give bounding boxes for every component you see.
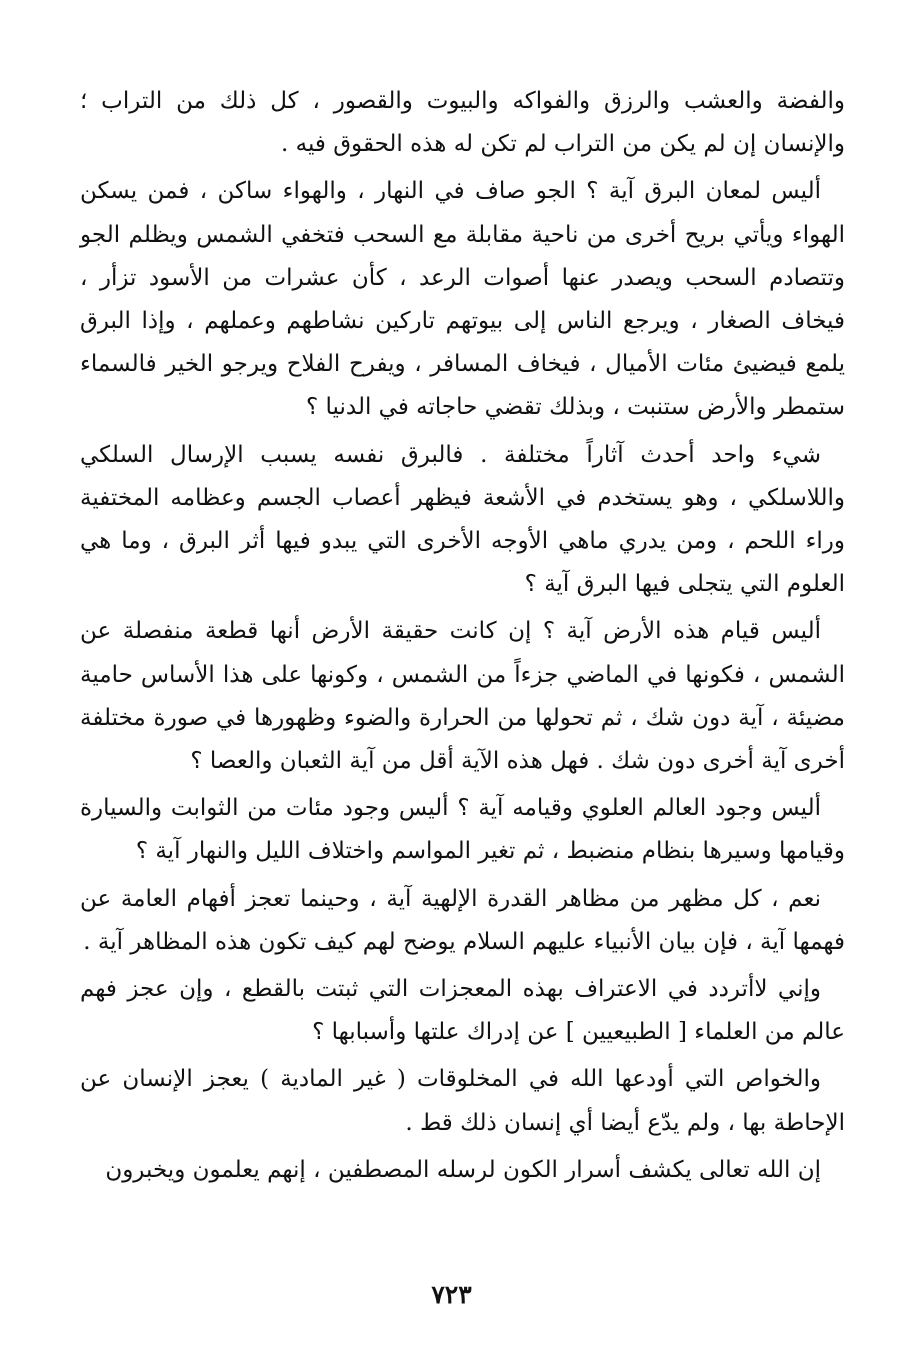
body-text [80, 80, 845, 1196]
paragraph-1: والفضة والعشب والرزق والفواكه والبيوت والقصور ، كل ذلك من التراب ؛ والإنسان إن لم يكن من التراب لم تكن له هذه الحقوق فيه . [80, 88, 845, 158]
paragraph-8: والخواص التي أودعها الله في المخلوقات ( غير المادية ) يعجز الإنسان عن الإحاطة بها ، ولم يدّع أيضا أي إنسان ذلك قط . [80, 1066, 845, 1136]
page-number: ٧٢٣ [431, 1280, 472, 1309]
paragraph-4: أليس قيام هذه الأرض آية ؟ إن كانت حقيقة الأرض أنها قطعة منفصلة عن الشمس ، فكونها في الماضي جزءاً من الشمس ، وكونها على هذا الأساس حامية مضيئة ، آية دون شك ، ثم تحولها من الحرارة والضوء وظهورها في صورة مختلفة أخرى آية أخرى دون شك . فهل هذه الآية أقل من آية الثعبان والعصا ؟ [80, 618, 845, 775]
paragraph-7: وإني لاأتردد في الاعتراف بهذه المعجزات التي ثبتت بالقطع ، وإن عجز فهم عالم من العلماء [ الطبيعيين ] عن إدراك علتها وأسبابها ؟ [80, 976, 845, 1046]
paragraph-2: أليس لمعان البرق آية ؟ الجو صاف في النهار ، والهواء ساكن ، فمن يسكن الهواء ويأتي بريح أخرى من ناحية مقابلة مع السحب فتخفي الشمس ويظلم الجو وتتصادم السحب ويصدر عنها أصوات الرعد ، كأن عشرات من الأسود تزأر ، فيخاف الصغار ، ويرجع الناس إلى بيوتهم تاركين نشاطهم وعملهم ، وإذا البرق يلمع فيضيئ مئات الأميال ، فيخاف المسافر ، ويفرح الفلاح ويرجو الخير فالسماء ستمطر والأرض ستنبت ، وبذلك تقضي حاجاته في الدنيا ؟ [80, 178, 845, 421]
paragraph-5: أليس وجود العالم العلوي وقيامه آية ؟ أليس وجود مئات من الثوابت والسيارة وقيامها وسيرها بنظام منضبط ، ثم تغير المواسم واختلاف الليل والنهار آية ؟ [80, 795, 845, 865]
paragraph-6: نعم ، كل مظهر من مظاهر القدرة الإلهية آية ، وحينما تعجز أفهام العامة عن فهمها آية ، فإن بيان الأنبياء عليهم السلام يوضح لهم كيف تكون هذه المظاهر آية . [80, 885, 845, 955]
paragraph-3: شيء واحد أحدث آثاراً مختلفة . فالبرق نفسه يسبب الإرسال السلكي واللاسلكي ، وهو يستخدم في الأشعة فيظهر أعصاب الجسم وعظامه المختفية وراء اللحم ، ومن يدري ماهي الأوجه الأخرى التي يبدو فيها أثر البرق ، وما هي العلوم التي يتجلى فيها البرق آية ؟ [80, 441, 845, 598]
paragraph-9: إن الله تعالى يكشف أسرار الكون لرسله المصطفين ، إنهم يعلمون ويخبرون [105, 1156, 821, 1183]
